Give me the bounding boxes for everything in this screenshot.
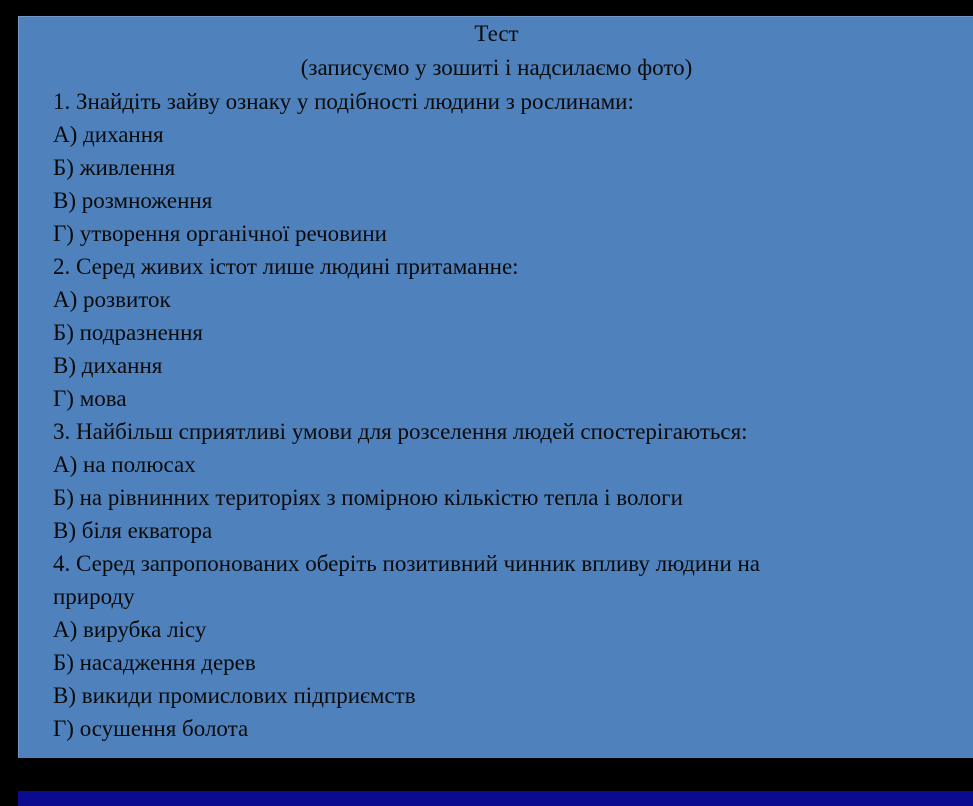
answer-3a: А) на полюсах <box>53 452 196 477</box>
answer-2b: Б) подразнення <box>53 320 203 345</box>
answer-1a: А) дихання <box>53 122 164 147</box>
answer-2d: Г) мова <box>53 386 127 411</box>
question-1: 1. Знайдіть зайву ознаку у подібності людини з рослинами: <box>53 89 634 114</box>
answer-4a: А) вирубка лісу <box>53 617 207 642</box>
test-slide <box>18 16 973 758</box>
answer-1b: Б) живлення <box>53 155 176 180</box>
question-4: 4. Серед запропонованих оберіть позитивний чинник впливу людини на <box>53 551 761 576</box>
answer-1c: В) розмноження <box>53 188 213 213</box>
slide-title: Тест <box>474 21 519 46</box>
bottom-bar <box>18 791 973 806</box>
answer-2a: А) розвиток <box>53 287 171 312</box>
answer-1d: Г) утворення органічної речовини <box>53 221 387 246</box>
question-4-continued: природу <box>53 584 135 609</box>
question-3: 3. Найбільш сприятливі умови для розселення людей спостерігаються: <box>53 419 748 444</box>
answer-2c: В) дихання <box>53 353 163 378</box>
slide-subtitle: (записуємо у зошиті і надсилаємо фото) <box>300 55 693 80</box>
answer-4c: В) викиди промислових підприємств <box>53 683 416 708</box>
question-2: 2. Серед живих істот лише людині притаманне: <box>53 254 519 279</box>
answer-3c: В) біля екватора <box>53 518 213 543</box>
answer-3b: Б) на рівнинних територіях з помірною кількістю тепла і вологи <box>53 485 683 510</box>
answer-4d: Г) осушення болота <box>53 716 249 741</box>
answer-4b: Б) насадження дерев <box>53 650 256 675</box>
